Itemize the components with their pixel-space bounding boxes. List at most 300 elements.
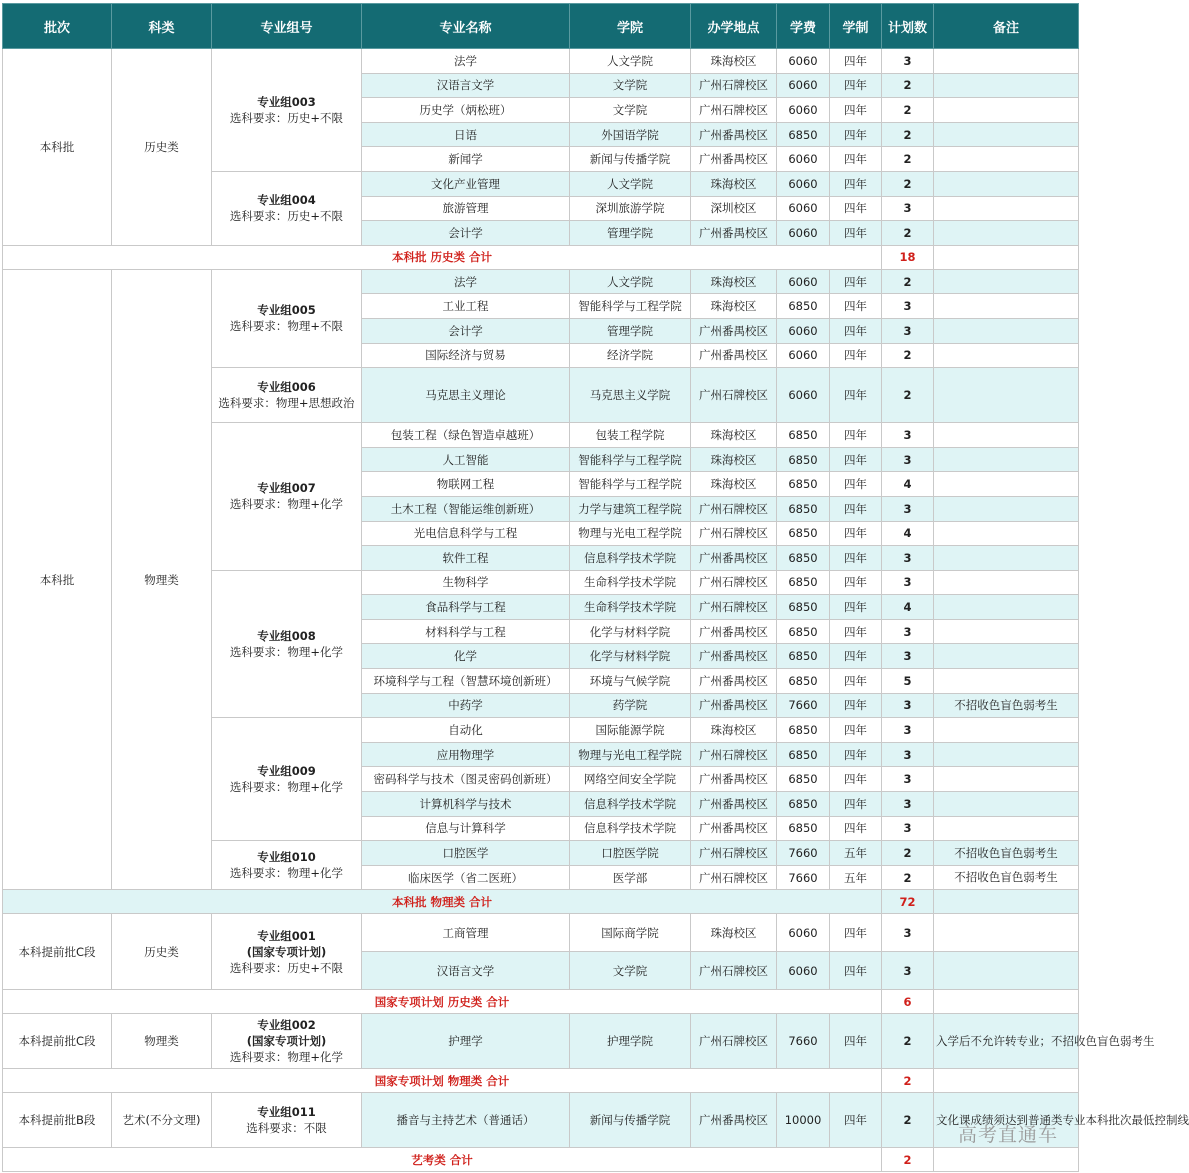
years-cell: 四年 bbox=[830, 122, 882, 147]
major-name-cell: 播音与主持艺术（普通话） bbox=[362, 1093, 570, 1148]
note-cell bbox=[934, 546, 1079, 571]
fee-cell: 6850 bbox=[777, 521, 830, 546]
group-requirement: 选科要求：历史+不限 bbox=[229, 209, 344, 224]
batch-cell: 本科提前批B段 bbox=[3, 1093, 112, 1148]
note-cell bbox=[934, 423, 1079, 448]
college-cell: 护理学院 bbox=[570, 1014, 691, 1069]
table-row bbox=[3, 1093, 1079, 1148]
college-cell: 新闻与传播学院 bbox=[570, 147, 691, 172]
group-requirement: 选科要求：物理+化学 bbox=[229, 644, 344, 659]
group-requirement: 选科要求：历史+不限 bbox=[229, 110, 344, 125]
years-cell: 四年 bbox=[830, 73, 882, 98]
fee-cell: 6850 bbox=[777, 669, 830, 694]
enrollment-plan-table bbox=[2, 3, 1189, 1172]
note-cell bbox=[934, 792, 1079, 817]
count-cell: 3 bbox=[882, 644, 934, 669]
table-row bbox=[3, 49, 1079, 74]
note-cell bbox=[934, 570, 1079, 595]
major-name-cell: 光电信息科学与工程 bbox=[362, 521, 570, 546]
campus-cell: 广州石牌校区 bbox=[691, 98, 777, 123]
years-cell: 四年 bbox=[830, 171, 882, 196]
count-cell: 4 bbox=[882, 521, 934, 546]
count-cell: 3 bbox=[882, 546, 934, 571]
note-cell: 不招收色盲色弱考生 bbox=[934, 693, 1079, 718]
total-label: 国家专项计划 物理类 合计 bbox=[3, 1069, 882, 1093]
major-name-cell: 包装工程（绿色智造卓越班） bbox=[362, 423, 570, 448]
note-cell bbox=[934, 147, 1079, 172]
major-name-cell: 法学 bbox=[362, 49, 570, 74]
college-cell: 马克思主义学院 bbox=[570, 368, 691, 423]
college-cell: 口腔医学院 bbox=[570, 841, 691, 866]
campus-cell: 广州石牌校区 bbox=[691, 952, 777, 990]
major-name-cell: 人工智能 bbox=[362, 447, 570, 472]
fee-cell: 6060 bbox=[777, 318, 830, 343]
group-cell bbox=[212, 914, 362, 990]
years-cell: 四年 bbox=[830, 644, 882, 669]
group-requirement: 选科要求：物理+思想政治 bbox=[218, 396, 355, 411]
campus-cell: 广州番禺校区 bbox=[691, 792, 777, 817]
group-requirement: 选科要求：历史+不限 bbox=[229, 960, 344, 975]
fee-cell: 6060 bbox=[777, 171, 830, 196]
campus-cell: 广州石牌校区 bbox=[691, 496, 777, 521]
category-cell: 历史类 bbox=[112, 49, 212, 246]
fee-cell: 6850 bbox=[777, 619, 830, 644]
fee-cell: 6850 bbox=[777, 294, 830, 319]
years-cell: 四年 bbox=[830, 816, 882, 841]
note-cell bbox=[934, 496, 1079, 521]
campus-cell: 广州番禺校区 bbox=[691, 122, 777, 147]
note-cell: 不招收色盲色弱考生 bbox=[934, 841, 1079, 866]
count-cell: 5 bbox=[882, 669, 934, 694]
fee-cell: 6060 bbox=[777, 368, 830, 423]
note-cell bbox=[934, 447, 1079, 472]
college-cell: 人文学院 bbox=[570, 49, 691, 74]
count-cell: 3 bbox=[882, 496, 934, 521]
fee-cell: 6850 bbox=[777, 595, 830, 620]
total-row bbox=[3, 1148, 1079, 1172]
major-name-cell: 临床医学（省二医班） bbox=[362, 865, 570, 890]
count-cell: 3 bbox=[882, 914, 934, 952]
note-cell bbox=[934, 343, 1079, 368]
fee-cell: 7660 bbox=[777, 841, 830, 866]
years-cell: 四年 bbox=[830, 718, 882, 743]
count-cell: 3 bbox=[882, 318, 934, 343]
count-cell: 2 bbox=[882, 122, 934, 147]
fee-cell: 6850 bbox=[777, 742, 830, 767]
major-name-cell: 汉语言文学 bbox=[362, 73, 570, 98]
college-cell: 国际商学院 bbox=[570, 914, 691, 952]
group-requirement: 选科要求：物理+化学 bbox=[229, 497, 344, 512]
college-cell: 信息科学技术学院 bbox=[570, 546, 691, 571]
campus-cell: 珠海校区 bbox=[691, 269, 777, 294]
count-cell: 3 bbox=[882, 423, 934, 448]
group-cell bbox=[212, 841, 362, 890]
major-name-cell: 工商管理 bbox=[362, 914, 570, 952]
major-name-cell: 计算机科学与技术 bbox=[362, 792, 570, 817]
campus-cell: 珠海校区 bbox=[691, 447, 777, 472]
count-cell: 3 bbox=[882, 570, 934, 595]
count-cell: 2 bbox=[882, 73, 934, 98]
group-name: 专业组007 bbox=[257, 481, 316, 496]
major-name-cell: 环境科学与工程（智慧环境创新班） bbox=[362, 669, 570, 694]
years-cell: 四年 bbox=[830, 447, 882, 472]
total-count: 72 bbox=[882, 890, 934, 914]
college-cell: 新闻与传播学院 bbox=[570, 1093, 691, 1148]
fee-cell: 6060 bbox=[777, 343, 830, 368]
fee-cell: 6850 bbox=[777, 816, 830, 841]
major-name-cell: 法学 bbox=[362, 269, 570, 294]
note-cell bbox=[934, 619, 1079, 644]
group-cell bbox=[212, 423, 362, 571]
category-cell: 艺术(不分文理) bbox=[112, 1093, 212, 1148]
header-major: 专业名称 bbox=[362, 4, 570, 49]
group-cell bbox=[212, 269, 362, 367]
group-cell bbox=[212, 171, 362, 245]
fee-cell: 6850 bbox=[777, 644, 830, 669]
header-category: 科类 bbox=[112, 4, 212, 49]
campus-cell: 珠海校区 bbox=[691, 718, 777, 743]
fee-cell: 7660 bbox=[777, 865, 830, 890]
years-cell: 四年 bbox=[830, 792, 882, 817]
major-name-cell: 自动化 bbox=[362, 718, 570, 743]
note-cell bbox=[934, 368, 1079, 423]
group-name: 专业组002 bbox=[257, 1018, 316, 1033]
campus-cell: 深圳校区 bbox=[691, 196, 777, 221]
total-count: 2 bbox=[882, 1148, 934, 1172]
years-cell: 四年 bbox=[830, 343, 882, 368]
campus-cell: 广州石牌校区 bbox=[691, 368, 777, 423]
group-name: 专业组001 bbox=[257, 928, 316, 943]
campus-cell: 广州番禺校区 bbox=[691, 644, 777, 669]
campus-cell: 珠海校区 bbox=[691, 171, 777, 196]
group-requirement: 选科要求：不限 bbox=[246, 1121, 327, 1136]
major-name-cell: 口腔医学 bbox=[362, 841, 570, 866]
major-name-cell: 马克思主义理论 bbox=[362, 368, 570, 423]
note-cell: 文化课成绩须达到普通类专业本科批次最低控制线 bbox=[934, 1093, 1079, 1148]
fee-cell: 6060 bbox=[777, 147, 830, 172]
fee-cell: 10000 bbox=[777, 1093, 830, 1148]
college-cell: 智能科学与工程学院 bbox=[570, 472, 691, 497]
group-name: 专业组010 bbox=[257, 850, 316, 865]
count-cell: 2 bbox=[882, 269, 934, 294]
fee-cell: 6850 bbox=[777, 423, 830, 448]
years-cell: 四年 bbox=[830, 619, 882, 644]
college-cell: 外国语学院 bbox=[570, 122, 691, 147]
total-note bbox=[934, 1069, 1079, 1093]
fee-cell: 6850 bbox=[777, 122, 830, 147]
major-name-cell: 会计学 bbox=[362, 318, 570, 343]
campus-cell: 广州番禺校区 bbox=[691, 318, 777, 343]
total-note bbox=[934, 990, 1079, 1014]
college-cell: 智能科学与工程学院 bbox=[570, 294, 691, 319]
total-count: 2 bbox=[882, 1069, 934, 1093]
years-cell: 五年 bbox=[830, 865, 882, 890]
years-cell: 四年 bbox=[830, 1014, 882, 1069]
years-cell: 四年 bbox=[830, 368, 882, 423]
count-cell: 3 bbox=[882, 619, 934, 644]
group-name: 专业组006 bbox=[257, 380, 316, 395]
batch-cell: 本科批 bbox=[3, 49, 112, 246]
header-college: 学院 bbox=[570, 4, 691, 49]
category-cell: 历史类 bbox=[112, 914, 212, 990]
major-name-cell: 汉语言文学 bbox=[362, 952, 570, 990]
total-count: 6 bbox=[882, 990, 934, 1014]
count-cell: 2 bbox=[882, 147, 934, 172]
header-years: 学制 bbox=[830, 4, 882, 49]
count-cell: 3 bbox=[882, 294, 934, 319]
fee-cell: 6850 bbox=[777, 767, 830, 792]
count-cell: 3 bbox=[882, 693, 934, 718]
group-cell bbox=[212, 1093, 362, 1148]
note-cell bbox=[934, 669, 1079, 694]
group-name: 专业组004 bbox=[257, 193, 316, 208]
college-cell: 文学院 bbox=[570, 98, 691, 123]
note-cell: 不招收色盲色弱考生 bbox=[934, 865, 1079, 890]
count-cell: 2 bbox=[882, 841, 934, 866]
campus-cell: 广州石牌校区 bbox=[691, 865, 777, 890]
category-cell: 物理类 bbox=[112, 1014, 212, 1069]
college-cell: 管理学院 bbox=[570, 221, 691, 246]
table-row bbox=[3, 914, 1079, 952]
count-cell: 2 bbox=[882, 368, 934, 423]
campus-cell: 珠海校区 bbox=[691, 423, 777, 448]
count-cell: 4 bbox=[882, 595, 934, 620]
note-cell bbox=[934, 767, 1079, 792]
fee-cell: 6060 bbox=[777, 73, 830, 98]
years-cell: 四年 bbox=[830, 318, 882, 343]
total-label: 本科批 历史类 合计 bbox=[3, 245, 882, 269]
years-cell: 四年 bbox=[830, 546, 882, 571]
total-label: 国家专项计划 历史类 合计 bbox=[3, 990, 882, 1014]
campus-cell: 广州石牌校区 bbox=[691, 73, 777, 98]
group-cell bbox=[212, 49, 362, 172]
fee-cell: 6850 bbox=[777, 496, 830, 521]
major-name-cell: 材料科学与工程 bbox=[362, 619, 570, 644]
count-cell: 3 bbox=[882, 952, 934, 990]
fee-cell: 6060 bbox=[777, 196, 830, 221]
note-cell bbox=[934, 171, 1079, 196]
campus-cell: 广州番禺校区 bbox=[691, 669, 777, 694]
college-cell: 化学与材料学院 bbox=[570, 644, 691, 669]
college-cell: 力学与建筑工程学院 bbox=[570, 496, 691, 521]
campus-cell: 广州石牌校区 bbox=[691, 841, 777, 866]
campus-cell: 珠海校区 bbox=[691, 914, 777, 952]
campus-cell: 广州石牌校区 bbox=[691, 1014, 777, 1069]
years-cell: 四年 bbox=[830, 269, 882, 294]
group-subtitle: (国家专项计划) bbox=[246, 944, 327, 959]
group-requirement: 选科要求：物理+化学 bbox=[229, 780, 344, 795]
note-cell bbox=[934, 98, 1079, 123]
major-name-cell: 日语 bbox=[362, 122, 570, 147]
note-cell bbox=[934, 914, 1079, 952]
table-row bbox=[3, 1014, 1079, 1069]
count-cell: 4 bbox=[882, 472, 934, 497]
major-name-cell: 国际经济与贸易 bbox=[362, 343, 570, 368]
campus-cell: 广州番禺校区 bbox=[691, 619, 777, 644]
group-name: 专业组008 bbox=[257, 628, 316, 643]
college-cell: 环境与气候学院 bbox=[570, 669, 691, 694]
years-cell: 四年 bbox=[830, 1093, 882, 1148]
group-name: 专业组011 bbox=[257, 1105, 316, 1120]
college-cell: 文学院 bbox=[570, 73, 691, 98]
fee-cell: 6850 bbox=[777, 718, 830, 743]
years-cell: 四年 bbox=[830, 147, 882, 172]
table-row bbox=[3, 269, 1079, 294]
major-name-cell: 生物科学 bbox=[362, 570, 570, 595]
note-cell bbox=[934, 269, 1079, 294]
years-cell: 五年 bbox=[830, 841, 882, 866]
total-note bbox=[934, 890, 1079, 914]
years-cell: 四年 bbox=[830, 570, 882, 595]
campus-cell: 广州番禺校区 bbox=[691, 1093, 777, 1148]
years-cell: 四年 bbox=[830, 196, 882, 221]
count-cell: 3 bbox=[882, 742, 934, 767]
fee-cell: 6060 bbox=[777, 49, 830, 74]
major-name-cell: 土木工程（智能运维创新班） bbox=[362, 496, 570, 521]
total-row bbox=[3, 245, 1079, 269]
batch-cell: 本科提前批C段 bbox=[3, 1014, 112, 1069]
campus-cell: 广州番禺校区 bbox=[691, 221, 777, 246]
college-cell: 化学与材料学院 bbox=[570, 619, 691, 644]
note-cell: 入学后不允许转专业；不招收色盲色弱考生 bbox=[934, 1014, 1079, 1069]
count-cell: 2 bbox=[882, 1093, 934, 1148]
college-cell: 物理与光电工程学院 bbox=[570, 742, 691, 767]
college-cell: 人文学院 bbox=[570, 171, 691, 196]
college-cell: 物理与光电工程学院 bbox=[570, 521, 691, 546]
group-cell bbox=[212, 1014, 362, 1069]
group-name: 专业组003 bbox=[257, 94, 316, 109]
years-cell: 四年 bbox=[830, 221, 882, 246]
note-cell bbox=[934, 122, 1079, 147]
count-cell: 3 bbox=[882, 196, 934, 221]
college-cell: 深圳旅游学院 bbox=[570, 196, 691, 221]
campus-cell: 广州番禺校区 bbox=[691, 147, 777, 172]
years-cell: 四年 bbox=[830, 496, 882, 521]
college-cell: 包装工程学院 bbox=[570, 423, 691, 448]
batch-cell: 本科批 bbox=[3, 269, 112, 890]
note-cell bbox=[934, 294, 1079, 319]
major-name-cell: 中药学 bbox=[362, 693, 570, 718]
campus-cell: 广州番禺校区 bbox=[691, 816, 777, 841]
campus-cell: 广州石牌校区 bbox=[691, 595, 777, 620]
group-subtitle: (国家专项计划) bbox=[246, 1034, 327, 1049]
campus-cell: 广州番禺校区 bbox=[691, 767, 777, 792]
college-cell: 文学院 bbox=[570, 952, 691, 990]
count-cell: 2 bbox=[882, 98, 934, 123]
college-cell: 医学部 bbox=[570, 865, 691, 890]
years-cell: 四年 bbox=[830, 98, 882, 123]
note-cell bbox=[934, 521, 1079, 546]
fee-cell: 6850 bbox=[777, 570, 830, 595]
major-name-cell: 旅游管理 bbox=[362, 196, 570, 221]
total-row bbox=[3, 890, 1079, 914]
major-name-cell: 新闻学 bbox=[362, 147, 570, 172]
college-cell: 生命科学技术学院 bbox=[570, 595, 691, 620]
fee-cell: 7660 bbox=[777, 1014, 830, 1069]
college-cell: 人文学院 bbox=[570, 269, 691, 294]
count-cell: 2 bbox=[882, 343, 934, 368]
header-row bbox=[3, 4, 1079, 49]
fee-cell: 6060 bbox=[777, 98, 830, 123]
years-cell: 四年 bbox=[830, 742, 882, 767]
group-name: 专业组005 bbox=[257, 303, 316, 318]
college-cell: 信息科学技术学院 bbox=[570, 816, 691, 841]
header-campus: 办学地点 bbox=[691, 4, 777, 49]
note-cell bbox=[934, 952, 1079, 990]
major-name-cell: 应用物理学 bbox=[362, 742, 570, 767]
years-cell: 四年 bbox=[830, 521, 882, 546]
years-cell: 四年 bbox=[830, 49, 882, 74]
major-name-cell: 文化产业管理 bbox=[362, 171, 570, 196]
header-note: 备注 bbox=[934, 4, 1079, 49]
header-batch: 批次 bbox=[3, 4, 112, 49]
major-name-cell: 化学 bbox=[362, 644, 570, 669]
campus-cell: 珠海校区 bbox=[691, 472, 777, 497]
note-cell bbox=[934, 595, 1079, 620]
header-group: 专业组号 bbox=[212, 4, 362, 49]
major-name-cell: 物联网工程 bbox=[362, 472, 570, 497]
count-cell: 3 bbox=[882, 767, 934, 792]
college-cell: 管理学院 bbox=[570, 318, 691, 343]
plan-body bbox=[3, 49, 1189, 1172]
years-cell: 四年 bbox=[830, 914, 882, 952]
major-name-cell: 护理学 bbox=[362, 1014, 570, 1069]
major-name-cell: 密码科学与技术（图灵密码创新班） bbox=[362, 767, 570, 792]
group-cell bbox=[212, 368, 362, 423]
years-cell: 四年 bbox=[830, 952, 882, 990]
count-cell: 2 bbox=[882, 865, 934, 890]
college-cell: 智能科学与工程学院 bbox=[570, 447, 691, 472]
years-cell: 四年 bbox=[830, 294, 882, 319]
college-cell: 信息科学技术学院 bbox=[570, 792, 691, 817]
years-cell: 四年 bbox=[830, 693, 882, 718]
count-cell: 3 bbox=[882, 49, 934, 74]
count-cell: 3 bbox=[882, 447, 934, 472]
total-row bbox=[3, 990, 1079, 1014]
group-requirement: 选科要求：物理+化学 bbox=[229, 1050, 344, 1065]
years-cell: 四年 bbox=[830, 767, 882, 792]
major-name-cell: 食品科学与工程 bbox=[362, 595, 570, 620]
fee-cell: 6060 bbox=[777, 952, 830, 990]
campus-cell: 广州番禺校区 bbox=[691, 546, 777, 571]
note-cell bbox=[934, 318, 1079, 343]
total-count: 18 bbox=[882, 245, 934, 269]
fee-cell: 6060 bbox=[777, 221, 830, 246]
campus-cell: 珠海校区 bbox=[691, 49, 777, 74]
count-cell: 3 bbox=[882, 792, 934, 817]
group-requirement: 选科要求：物理+化学 bbox=[229, 866, 344, 881]
group-cell bbox=[212, 718, 362, 841]
total-label: 艺考类 合计 bbox=[3, 1148, 882, 1172]
group-cell bbox=[212, 570, 362, 718]
campus-cell: 广州番禺校区 bbox=[691, 343, 777, 368]
note-cell bbox=[934, 816, 1079, 841]
fee-cell: 6060 bbox=[777, 269, 830, 294]
major-name-cell: 会计学 bbox=[362, 221, 570, 246]
count-cell: 2 bbox=[882, 1014, 934, 1069]
note-cell bbox=[934, 196, 1079, 221]
total-label: 本科批 物理类 合计 bbox=[3, 890, 882, 914]
years-cell: 四年 bbox=[830, 472, 882, 497]
note-cell bbox=[934, 472, 1079, 497]
category-cell: 物理类 bbox=[112, 269, 212, 890]
campus-cell: 广州番禺校区 bbox=[691, 693, 777, 718]
fee-cell: 6850 bbox=[777, 546, 830, 571]
major-name-cell: 工业工程 bbox=[362, 294, 570, 319]
count-cell: 3 bbox=[882, 816, 934, 841]
total-note bbox=[934, 245, 1079, 269]
years-cell: 四年 bbox=[830, 669, 882, 694]
